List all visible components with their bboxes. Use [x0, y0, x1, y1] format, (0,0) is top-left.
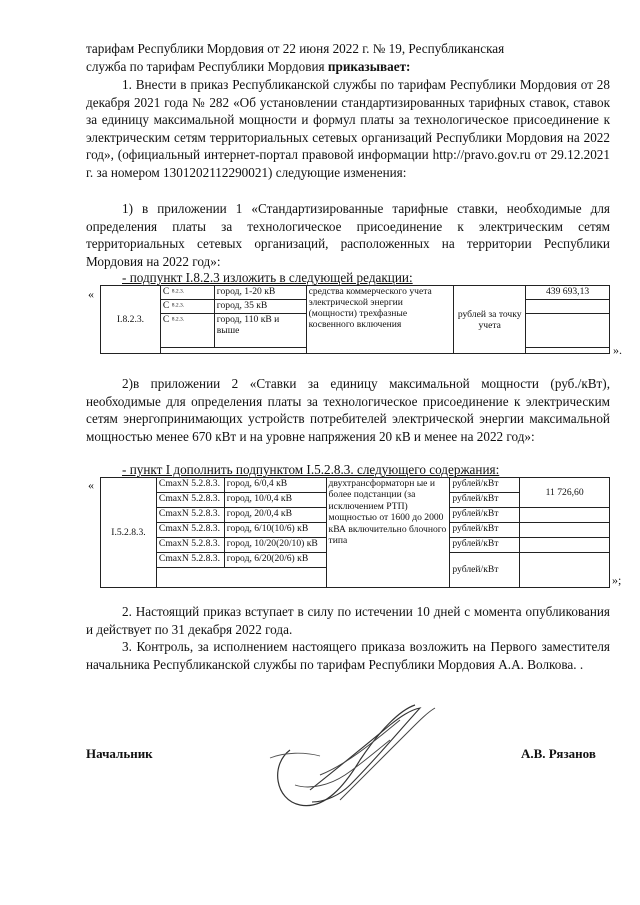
paragraph-3: 2. Настоящий приказ вступает в силу по истечении 10 дней с момента опубликования и действует по 31 декабря 2022 года. [86, 604, 610, 637]
table2-open-quote: « [88, 478, 94, 492]
table2-row-6-note: город, 6/20(20/6) кВ [224, 553, 326, 568]
table2-row-4-symbol: CmaxN 5.2.8.3. [156, 523, 224, 538]
table2-row-2-unit: рублей/кВт [450, 493, 520, 508]
table2-row-1-symbol: CmaxN 5.2.8.3. [156, 478, 224, 493]
paragraph-1: 1. Внести в приказ Республиканской службы по тарифам Республики Мордовия от 28 декабря 2021 года № 282 «Об установлении стандартизированных тарифных ставок, ставок за единицу максимальной мощности и формул платы за технологическое присоединение к электрическим сетям территориальных сетевых организаций Республики Мордовия на 2022 год», (официальный интернет-портал правовой информации http://pravo.gov.ru от 29.12.2021 г. за номером 1301202112290021) следующие изменения: [86, 77, 610, 180]
paragraph-1-1: 1) в приложении 1 «Стандартизированные тарифные ставки, необходимые для определения платы за технологическое присоединение к электрическим сетям территориальных сетевых организаций, расположенных на территории Республики Мордовия на 2022 год»: [86, 201, 610, 269]
paragraph-4: 3. Контроль, за исполнением настоящего приказа возложить на Первого заместителя начальника Республиканской службы по тарифам Республики Мордовия А.А. Волкова. . [86, 639, 610, 672]
table2-value-empty-5 [520, 538, 610, 553]
table1-close-quote: ». [613, 343, 622, 357]
table1-unit: рублей за точку учета [454, 286, 526, 354]
table1-value-empty-2 [526, 300, 610, 314]
intro-paragraph [86, 40, 610, 75]
table1-row-2-symbol: С 8.2.3. [160, 300, 214, 314]
table2-value-empty-3 [520, 508, 610, 523]
table1-open-quote: « [88, 287, 94, 301]
table2-row-5-symbol: CmaxN 5.2.8.3. [156, 538, 224, 553]
table2-row-3-unit: рублей/кВт [450, 508, 520, 523]
table2-row-5-note: город, 10/20(20/10) кВ [224, 538, 326, 553]
signature-name: А.В. Рязанов [521, 746, 596, 761]
table1-row-2-desc: город, 35 кВ [214, 300, 306, 314]
table1-row-1-desc: город, 1-20 кВ [214, 286, 306, 300]
intro-line-1: тарифам Республики Мордовия от 22 июня 2022 г. № 19, Республиканская [86, 41, 505, 56]
table1-value-empty-3 [526, 314, 610, 348]
table2-description: двухтрансформаторн ые и более подстанции (за исключением РТП) мощностью от 1600 до 2000 кВА включительно блочного типа [326, 478, 450, 588]
intro-line-2: служба по тарифам Республики Мордовия [86, 58, 328, 74]
table1-description: средства коммерческого учета электрической энергии (мощности) трехфазные косвенного включения [306, 286, 454, 354]
table2-row-5-unit: рублей/кВт [450, 538, 520, 553]
table2-row-6-unit: рублей/кВт [450, 553, 520, 588]
tariff-table-2 [100, 477, 610, 588]
paragraph-2-sub: - пункт I дополнить подпунктом I.5.2.8.3. следующего содержания: [122, 462, 500, 477]
table2-row-2-symbol: CmaxN 5.2.8.3. [156, 493, 224, 508]
table1-row-3-desc: город, 110 кВ и выше [214, 314, 306, 348]
table1-value-empty-4 [526, 348, 610, 354]
table1-code: I.8.2.3. [101, 286, 161, 354]
table2-row-1-unit: рублей/кВт [450, 478, 520, 493]
paragraph-1-1-sub: - подпункт I.8.2.3 изложить в следующей редакции: [122, 270, 413, 285]
tariff-table-1 [100, 285, 610, 354]
table2-row-1-note: город, 6/0,4 кВ [224, 478, 326, 493]
table2-row-3-symbol: CmaxN 5.2.8.3. [156, 508, 224, 523]
table2-value-empty-4 [520, 523, 610, 538]
table2-row-6-symbol: CmaxN 5.2.8.3. [156, 553, 224, 568]
table1-value: 439 693,13 [526, 286, 610, 300]
intro-bold: приказывает: [327, 58, 411, 74]
paragraph-2: 2)в приложении 2 «Ставки за единицу максимальной мощности (руб./кВт), необходимые для определения платы за технологическое присоединение к электрическим сетям энергопринимающих устройств потребителей электрической энергии максимальной мощностью менее 670 кВт и на уровне напряжения 20 кВ и менее на 2022 год»: [86, 376, 610, 444]
table2-row-4-note: город, 6/10(10/6) кВ [224, 523, 326, 538]
table2-row-3-note: город, 20/0,4 кВ [224, 508, 326, 523]
table1-spacer [160, 348, 306, 354]
table2-value: 11 726,60 [520, 478, 610, 508]
table2-row-4-unit: рублей/кВт [450, 523, 520, 538]
table2-spacer [156, 568, 326, 588]
table2-code: I.5.2.8.3. [101, 478, 157, 588]
table1-row-3-symbol: С 8.2.3. [160, 314, 214, 348]
table2-close-quote: »; [612, 573, 622, 587]
table2-value-empty-6 [520, 553, 610, 588]
handwritten-signature [250, 690, 460, 820]
signature-position: Начальник [86, 746, 153, 761]
table1-row-1-symbol: С 8.2.3. [160, 286, 214, 300]
table2-row-2-note: город, 10/0,4 кВ [224, 493, 326, 508]
